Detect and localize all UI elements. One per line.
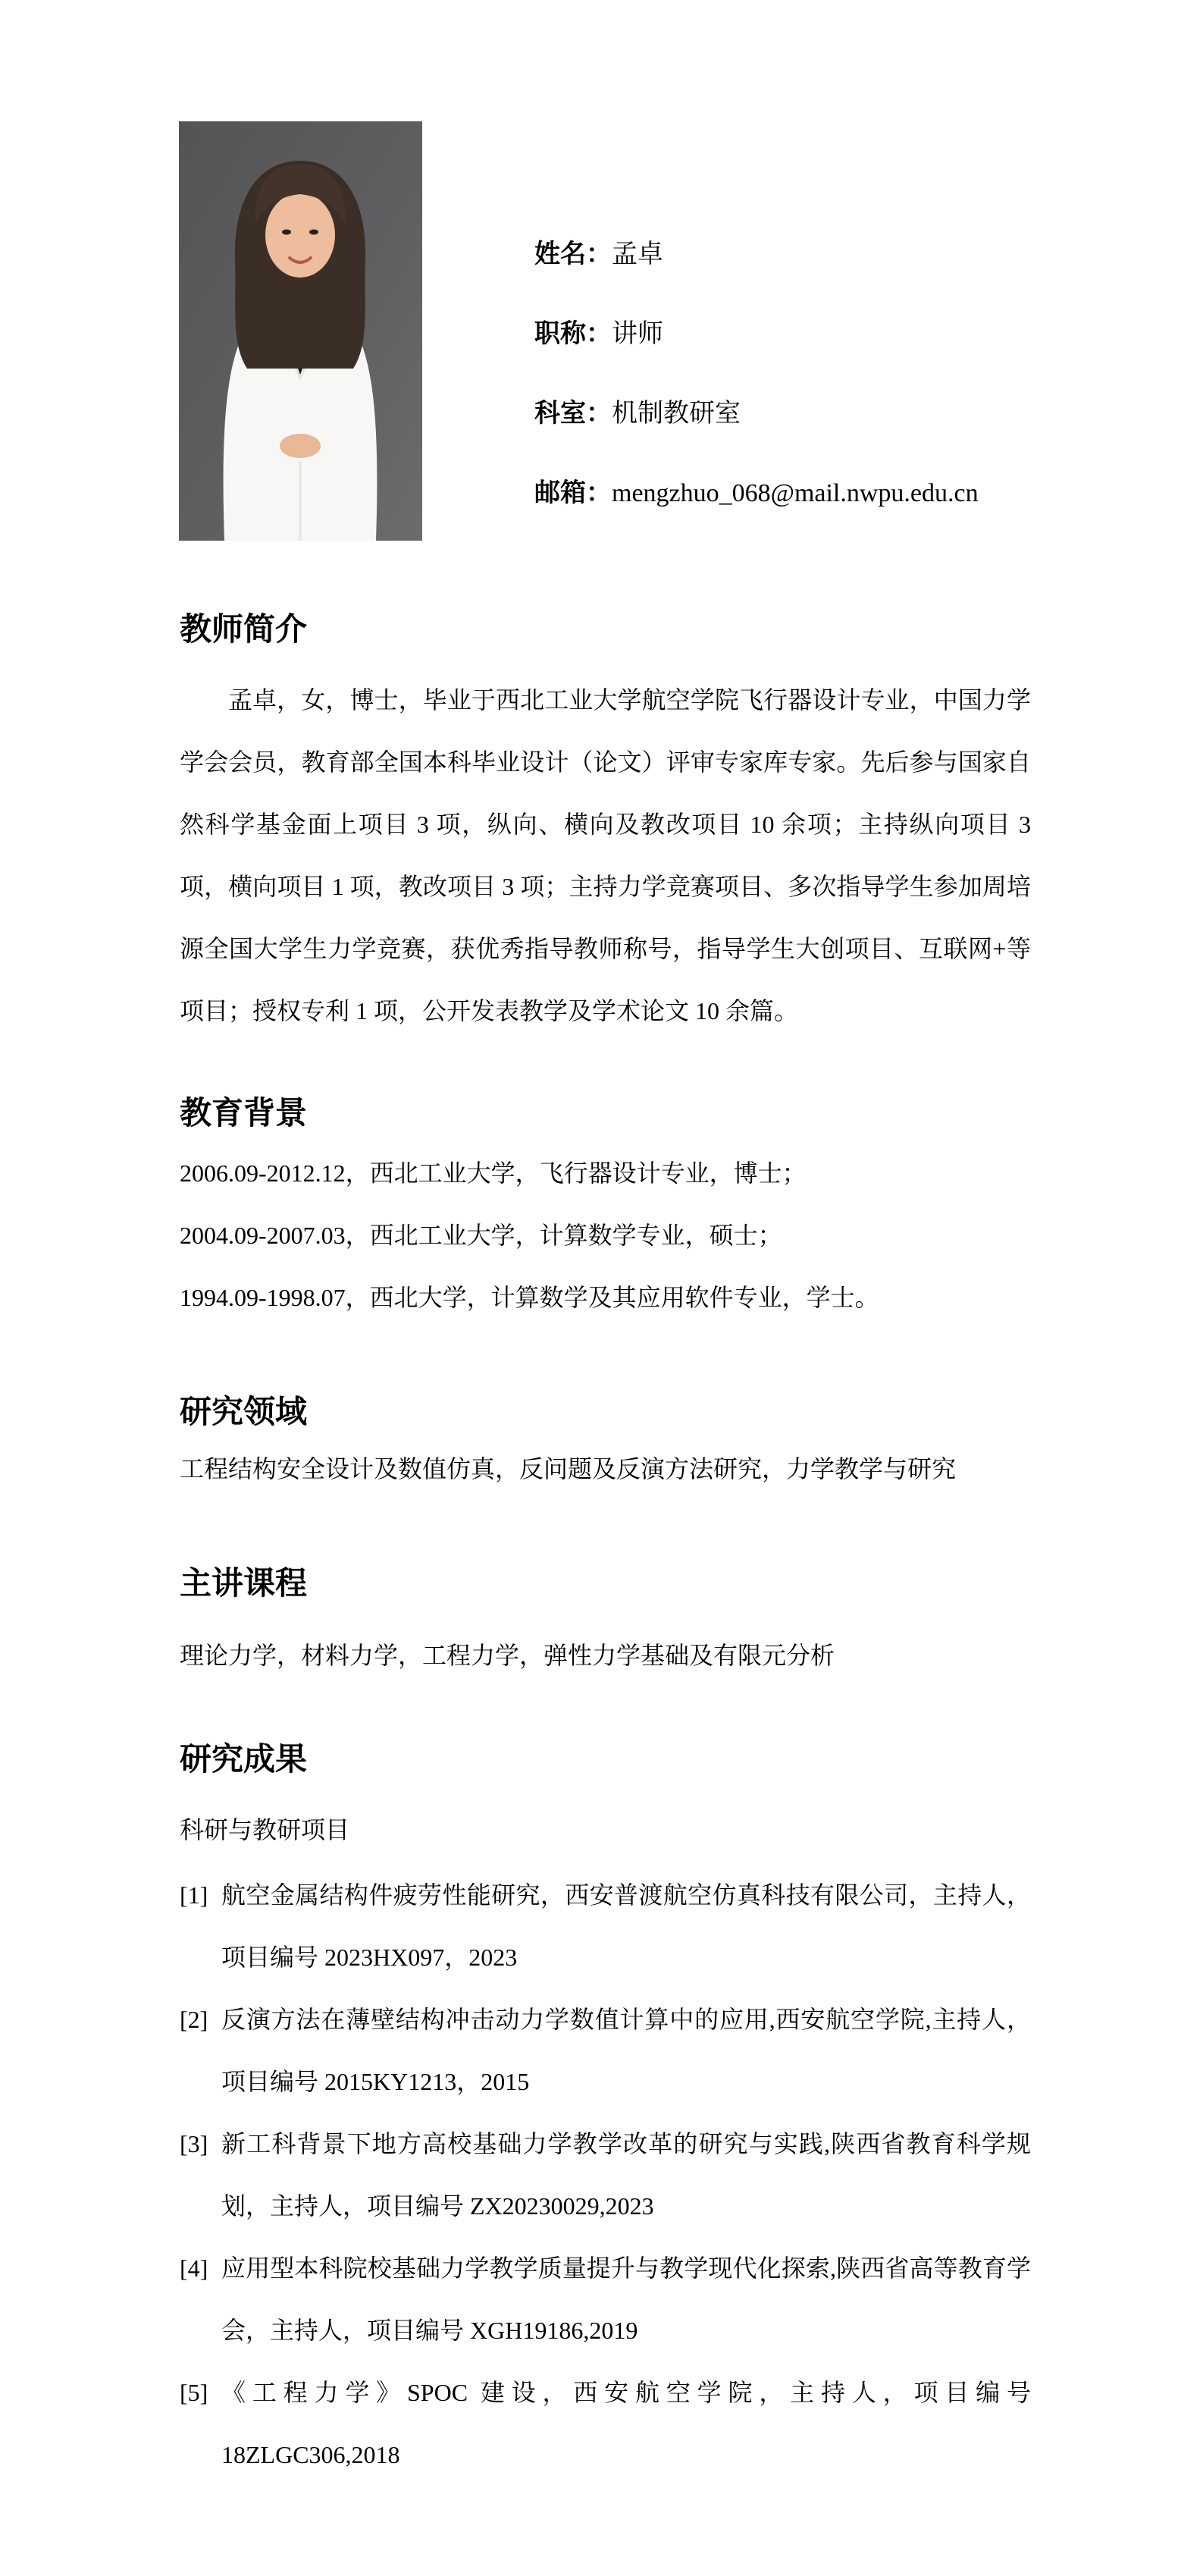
project-index: [3] bbox=[180, 2130, 208, 2157]
title-value: 讲师 bbox=[612, 320, 663, 348]
profile-photo bbox=[179, 121, 422, 541]
info-row-email bbox=[534, 480, 979, 507]
project-text: 应用型本科院校基础力学教学质量提升与教学现代化探索,陕西省高等教育学会，主持人，项目编号 XGH19186,2019 bbox=[221, 2254, 1031, 2344]
left-eye bbox=[282, 230, 291, 235]
email-value: mengzhuo_068@mail.nwpu.edu.cn bbox=[612, 479, 979, 507]
section-heading-research-areas: 研究领域 bbox=[180, 1395, 308, 1430]
section-heading-intro: 教师简介 bbox=[180, 613, 308, 648]
person-photo-illustration bbox=[179, 121, 422, 541]
document-body bbox=[180, 611, 1031, 2486]
name-value: 孟卓 bbox=[612, 240, 663, 268]
project-list bbox=[180, 1864, 1031, 2486]
intro-paragraph: 孟卓，女，博士，毕业于西北工业大学航空学院飞行器设计专业，中国力学学会会员，教育部全国本科毕业设计（论文）评审专家库专家。先后参与国家自然科学基金面上项目 3 项，纵向、横向及教改项目 10 余项；主持纵向项目 3 项，横向项目 1 项，教改项目 3 项；主持力学竞赛项目、多次指导学生参加周培源全国大学生力学竞赛，获优秀指导教师称号，指导学生大创项目、互联网+等项目；授权专利 1 项，公开发表教学及学术论文 10 余篇。 bbox=[180, 686, 1031, 1024]
section-heading-education: 教育背景 bbox=[180, 1097, 308, 1131]
right-eye bbox=[309, 230, 318, 235]
info-row-name bbox=[534, 241, 979, 268]
project-item bbox=[180, 2361, 1031, 2486]
info-row-title bbox=[534, 321, 979, 348]
project-item bbox=[180, 1864, 1031, 1988]
section-heading-courses: 主讲课程 bbox=[180, 1567, 308, 1602]
education-item: 2004.09-2007.03，西北工业大学，计算数学专业，硕士； bbox=[180, 1222, 782, 1249]
project-index: [5] bbox=[180, 2379, 208, 2406]
project-text: 新工科背景下地方高校基础力学教学改革的研究与实践,陕西省教育科学规划，主持人，项目编号 ZX20230029,2023 bbox=[221, 2130, 1031, 2220]
project-index: [2] bbox=[180, 2006, 208, 2033]
basic-info-block bbox=[534, 241, 979, 507]
project-index: [1] bbox=[180, 1881, 208, 1909]
project-item bbox=[180, 2237, 1031, 2361]
department-label: 科室： bbox=[534, 400, 612, 428]
department-value: 机制教研室 bbox=[612, 400, 741, 428]
section-heading-achievements: 研究成果 bbox=[180, 1743, 308, 1777]
education-list bbox=[180, 1142, 1031, 1329]
courses-text: 理论力学，材料力学，工程力学，弹性力学基础及有限元分析 bbox=[180, 1642, 835, 1669]
face bbox=[265, 193, 335, 278]
education-item: 2006.09-2012.12，西北工业大学，飞行器设计专业，博士； bbox=[180, 1159, 807, 1187]
project-index: [4] bbox=[180, 2254, 208, 2282]
project-item bbox=[180, 1988, 1031, 2113]
education-item: 1994.09-1998.07，西北大学，计算数学及其应用软件专业，学士。 bbox=[180, 1284, 879, 1311]
project-item bbox=[180, 2113, 1031, 2237]
info-row-department bbox=[534, 400, 979, 428]
project-text: 《工程力学》SPOC 建设，西安航空学院，主持人，项目编号 18ZLGC306,2018 bbox=[221, 2379, 1031, 2468]
hands bbox=[280, 434, 321, 458]
achievements-subheading: 科研与教研项目 bbox=[180, 1816, 350, 1843]
name-label: 姓名： bbox=[534, 240, 612, 268]
title-label: 职称： bbox=[534, 320, 612, 348]
project-text: 航空金属结构件疲劳性能研究，西安普渡航空仿真科技有限公司，主持人，项目编号 2023HX097，2023 bbox=[221, 1881, 1031, 1971]
email-label: 邮箱： bbox=[534, 479, 612, 507]
research-areas-text: 工程结构安全设计及数值仿真，反问题及反演方法研究，力学教学与研究 bbox=[180, 1455, 957, 1483]
project-text: 反演方法在薄壁结构冲击动力学数值计算中的应用,西安航空学院,主持人，项目编号 2015KY1213，2015 bbox=[221, 2006, 1031, 2095]
